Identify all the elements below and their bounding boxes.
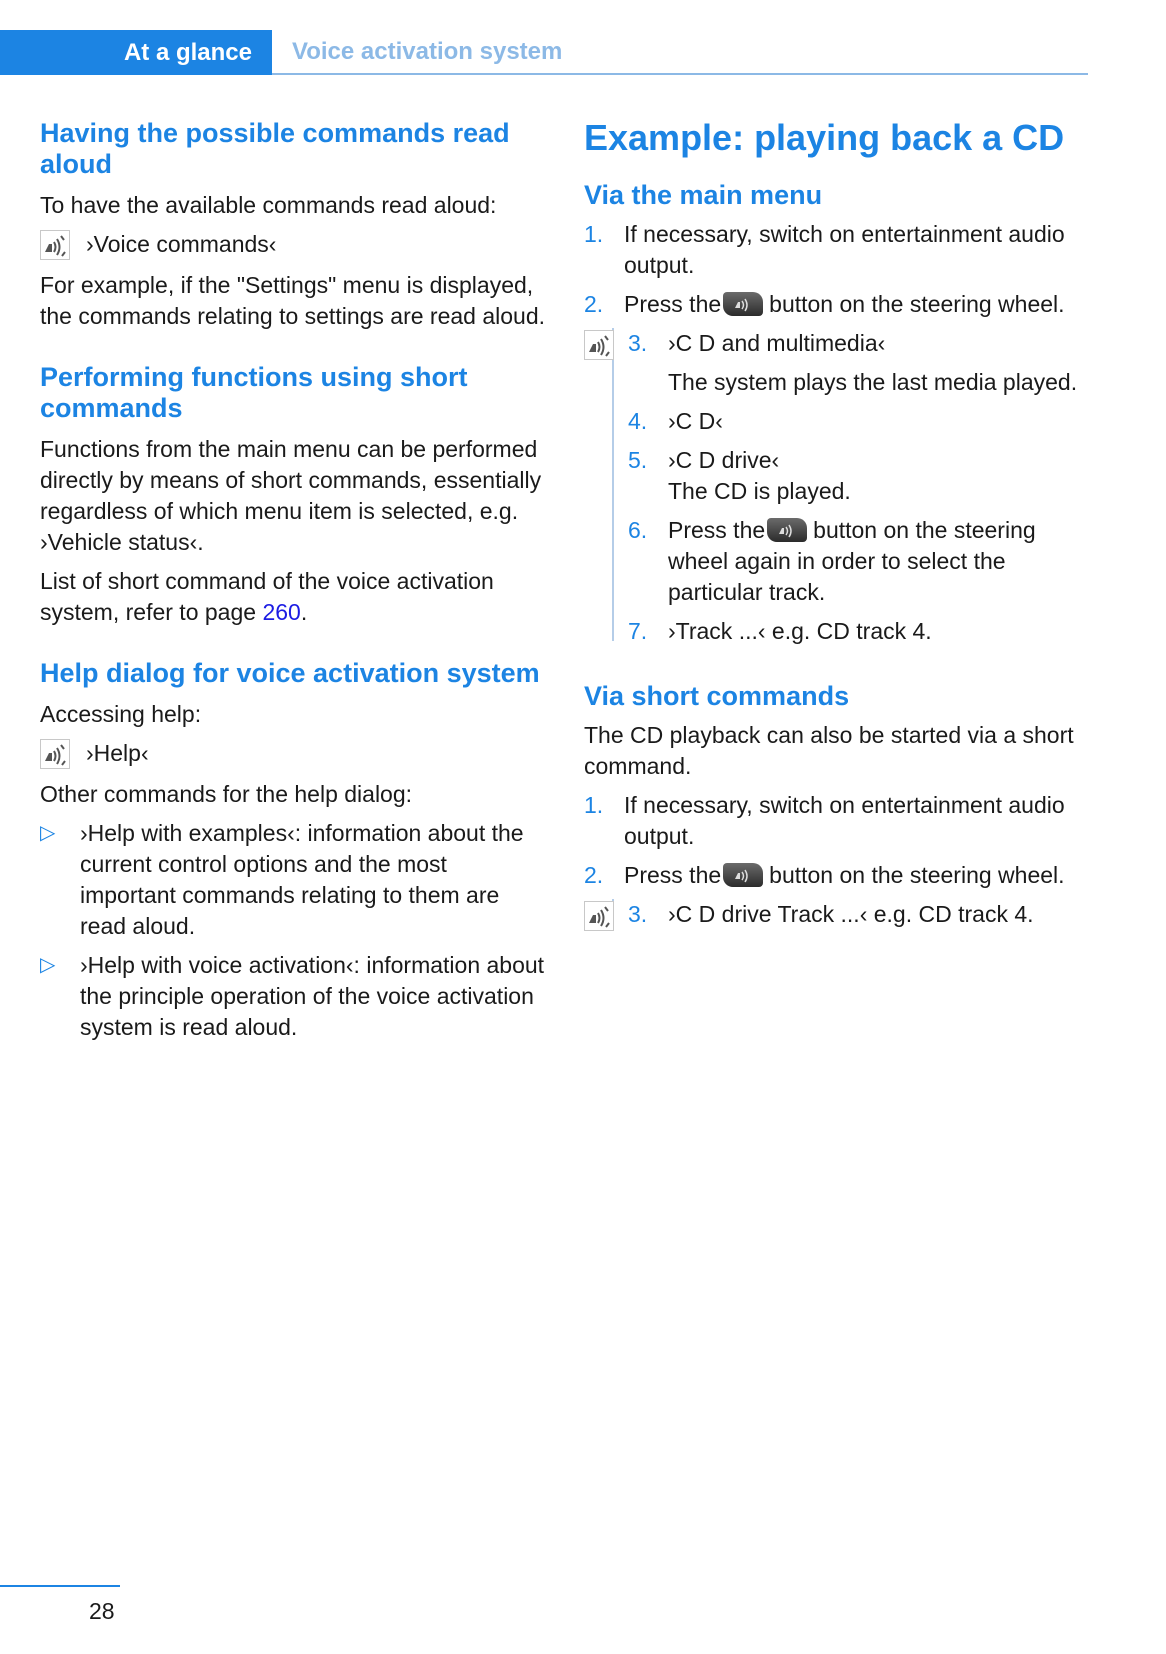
steering-wheel-voice-button-icon <box>723 292 763 316</box>
bullet-text: ›Help with examples‹: information about the current control options and the most important commands relating to them are read aloud. <box>80 820 524 939</box>
short-commands-cd-text: The CD playback can also be started via a short command. <box>584 722 1074 779</box>
reference-text: List of short command of the voice activation system, refer to page <box>40 568 494 625</box>
step-number: 6. <box>628 517 648 543</box>
help-other-commands: Other commands for the help dialog: <box>40 781 413 807</box>
voice-command-icon <box>40 230 70 260</box>
step-number: 2. <box>584 862 604 888</box>
help-intro: Accessing help: <box>40 701 202 727</box>
heading-short-commands-cd: Via short commands <box>584 681 850 711</box>
triangle-bullet-icon: ▷ <box>40 822 56 844</box>
step-item <box>584 219 1096 281</box>
step-number: 5. <box>628 447 648 473</box>
step-text-a: Press the <box>668 517 766 543</box>
step-number: 1. <box>584 221 604 247</box>
help-command-text: ›Help‹ <box>86 740 149 766</box>
page-number: 28 <box>89 1598 115 1624</box>
step-text <box>624 860 1096 891</box>
step-item <box>584 289 1096 320</box>
step-text <box>668 515 1096 608</box>
voice-steps-block <box>584 899 1096 930</box>
bullet-item <box>40 950 545 1043</box>
step-item <box>628 328 1096 359</box>
bullet-text: ›Help with voice activation‹: information about the principle operation of the voice activation system is read aloud. <box>80 952 545 1040</box>
step-text: ›Track ...‹ e.g. CD track 4. <box>668 618 932 644</box>
section-title: Voice activation system <box>292 38 563 65</box>
bullet-item <box>40 818 545 942</box>
step-text-a: Press the <box>624 291 722 317</box>
voice-command-text: ›Voice commands‹ <box>86 231 277 257</box>
step-text: If necessary, switch on entertainment audio output. <box>624 221 1065 278</box>
steering-wheel-voice-button-icon <box>723 863 763 887</box>
step-number: 1. <box>584 792 604 818</box>
step-text-b: button on the steering wheel again in order to select the particular track. <box>668 517 1036 605</box>
step-text: ›C D drive Track ...‹ e.g. CD track 4. <box>668 901 1034 927</box>
step-item <box>584 790 1096 852</box>
short-commands-reference <box>40 566 545 628</box>
voice-command-icon <box>584 330 614 360</box>
step-item <box>584 860 1096 891</box>
read-aloud-example: For example, if the "Settings" menu is displayed, the commands relating to settings are read aloud. <box>40 272 546 329</box>
page-link[interactable]: 260 <box>262 599 301 625</box>
step-text: ›C D drive‹ <box>668 447 780 473</box>
reference-period: . <box>300 599 308 625</box>
step-number: 7. <box>628 618 648 644</box>
triangle-bullet-icon: ▷ <box>40 954 56 976</box>
footer-divider <box>0 1585 120 1587</box>
short-commands-text: Functions from the main menu can be performed directly by means of short commands, essentially regardless of which menu item is selected, e.g. ›Vehicle status‹. <box>40 436 542 555</box>
step-text-b: button on the steering wheel. <box>769 862 1065 888</box>
step-item <box>628 515 1096 608</box>
main-heading: Example: playing back a CD <box>584 117 1065 158</box>
header-divider <box>272 73 1088 75</box>
steering-wheel-voice-button-icon <box>767 518 807 542</box>
step-result: The system plays the last media played. <box>668 369 1078 395</box>
left-column <box>40 118 545 1051</box>
step-text-b: button on the steering wheel. <box>769 291 1065 317</box>
voice-block-bar <box>612 328 614 641</box>
chapter-tab <box>0 30 272 75</box>
step-number: 3. <box>628 901 648 927</box>
voice-steps-block <box>584 328 1096 647</box>
step-text: ›C D‹ <box>668 408 723 434</box>
heading-short-commands: Performing functions using short commands <box>40 362 468 423</box>
step-text: If necessary, switch on entertainment audio output. <box>624 792 1065 849</box>
help-command-row <box>40 738 545 769</box>
chapter-label: At a glance <box>123 39 252 66</box>
right-column <box>584 118 1096 938</box>
step-number: 3. <box>628 330 648 356</box>
step-result: The CD is played. <box>668 478 851 504</box>
voice-command-icon <box>584 901 614 931</box>
step-item <box>628 899 1096 930</box>
step-text-a: Press the <box>624 862 722 888</box>
step-item <box>628 406 1096 437</box>
step-text: ›C D and multimedia‹ <box>668 330 886 356</box>
step-text <box>624 289 1096 320</box>
heading-main-menu: Via the main menu <box>584 180 823 210</box>
heading-help-dialog: Help dialog for voice activation system <box>40 658 540 688</box>
step-item <box>628 445 1096 476</box>
step-item <box>628 616 1096 647</box>
voice-command-icon <box>40 739 70 769</box>
step-number: 2. <box>584 291 604 317</box>
step-number: 4. <box>628 408 648 434</box>
read-aloud-intro: To have the available commands read aloud: <box>40 192 497 218</box>
heading-read-aloud: Having the possible commands read aloud <box>40 118 510 179</box>
voice-command-row <box>40 229 545 260</box>
